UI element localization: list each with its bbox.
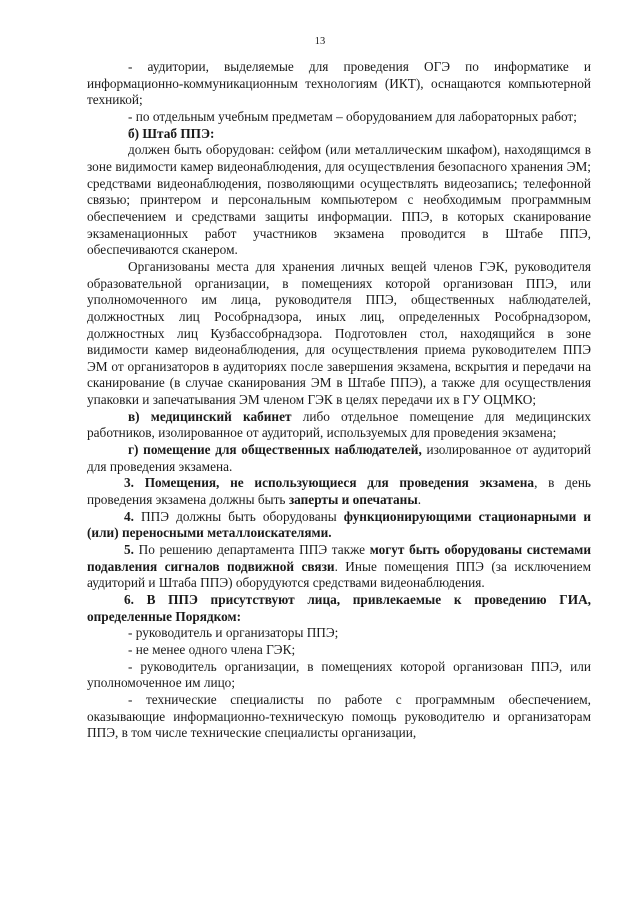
paragraph-metal-detectors <box>87 509 591 542</box>
heading-staff-room <box>87 126 591 143</box>
metal-detectors-text: ППЭ должны быть оборудованы <box>133 508 344 524</box>
signal-jammers-end: . Иные помещения ППЭ (за исключением аудиторий и Штаба ППЭ) оборудуются средствами видеонаблюдения. <box>87 558 591 591</box>
signal-jammers-bold: могут быть оборудованы системами подавления сигналов подвижной связи <box>87 542 592 574</box>
signal-jammers-text: По решению департамента ППЭ также <box>133 542 370 558</box>
paragraph-staff-equipment: должен быть оборудован: сейфом (или металлическим шкафом), находящимся в зоне видимости камер видеонаблюдения, для осуществления безопасного хранения ЭМ; средствами видеонаблюдения, позволяющими осуществлять видеозапись; телефонной связью; принтером и персональным компьютером с необходимым программным обеспечением и средствами защиты информации. ППЭ, в которых сканирование экзаменационных работ участников экзамена проводится в Штабе ППЭ, обеспечиваются сканером. <box>87 142 591 258</box>
paragraph-signal-jammers <box>87 542 591 592</box>
sealed-bold: заперты и опечатаны <box>288 492 418 508</box>
list-item-gek-member: - не менее одного члена ГЭК; <box>128 641 296 657</box>
document-body <box>87 59 591 742</box>
paragraph-lab-equipment: - по отдельным учебным предметам – оборудованием для лабораторных работ; <box>128 108 577 124</box>
signal-jammers-number: 5. <box>124 542 134 558</box>
observers-room-bold: г) помещение для общественных наблюдателей, <box>128 442 422 458</box>
unused-rooms-bold: 3. Помещения, не использующиеся для проведения экзамена <box>124 475 535 491</box>
page-number: 13 <box>314 36 326 47</box>
unused-rooms-text: , в день проведения экзамена должны быть <box>87 475 591 508</box>
list-item-tech-specialists: - технические специалисты по работе с программным обеспечением, оказывающие информационно-техническую помощь руководителю и организаторам ППЭ, в том числе технические специалисты организации, <box>87 691 591 741</box>
persons-present-bold: 6. В ППЭ присутствуют лица, привлекаемые к проведению ГИА, определенные Порядком: <box>87 592 591 624</box>
medical-room-text: либо отдельное помещение для медицинских работников, изолированное от аудиторий, используемых для проведения экзамена; <box>87 408 591 441</box>
heading-persons-present <box>87 592 591 625</box>
paragraph-medical-room <box>87 409 591 442</box>
heading-staff-room-text: б) Штаб ППЭ: <box>128 125 215 141</box>
list-item-org-head: - руководитель организации, в помещениях которой организован ППЭ, или уполномоченное им лицо; <box>87 658 591 691</box>
list-item-head-organizers: - руководитель и организаторы ППЭ; <box>128 625 339 641</box>
paragraph-unused-rooms <box>87 475 591 508</box>
medical-room-bold: в) медицинский кабинет <box>128 408 292 424</box>
metal-detectors-number: 4. <box>124 508 134 524</box>
paragraph-observers-room <box>87 442 591 475</box>
observers-room-text: изолированное от аудиторий для проведения экзамена. <box>87 442 591 474</box>
paragraph-ikt-auditoriums: - аудитории, выделяемые для проведения ОГЭ по информатике и информационно-коммуникационным технологиям (ИКТ), оснащаются компьютерной техникой; <box>87 59 591 108</box>
unused-rooms-end: . <box>417 492 422 508</box>
metal-detectors-bold: функционирующими стационарными и (или) переносными металлоискателями. <box>87 508 591 541</box>
paragraph-storage-places: Организованы места для хранения личных вещей членов ГЭК, руководителя образовательной организации, в помещениях которой организован ППЭ, или уполномоченного им лица, руководителя ППЭ, общественных наблюдателей, должностных лиц Рособрнадзора, иных лиц, определенных Рособрнадзором, должностных лиц Кузбассобрнадзора. Подготовлен стол, находящийся в зоне видимости камер видеонаблюдения, для осуществления приема руководителем ППЭ ЭМ от организаторов в аудиториях после завершения экзамена, вскрытия и передачи на сканирование (в случае сканирования ЭМ в Штабе ППЭ), а также для осуществления упаковки и запечатывания ЭМ членом ГЭК в целях передачи их в ГУ ОЦМКО; <box>87 258 591 408</box>
